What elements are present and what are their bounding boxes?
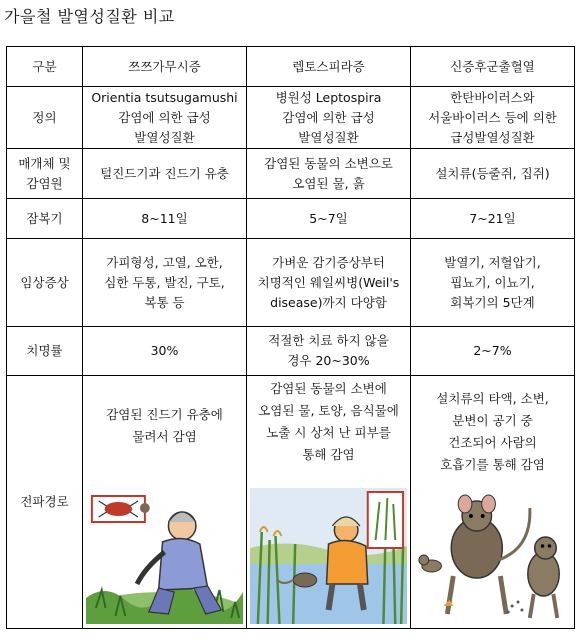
text-line: 감염에 의한 급성 [282,109,375,125]
mortality-leptospirosis [247,327,411,376]
text-line: 심한 두통, 발진, 구토, [104,274,225,290]
farmer-tick-illustration [86,488,243,624]
text-line: 가벼운 감기증상부터 [272,254,385,270]
rice-paddy-rat-illustration [250,488,407,624]
row-label-symptoms: 임상증상 [7,239,83,327]
text-line: 털진드기과 진드기 유충 [100,165,229,181]
farmer-tick-svg [86,488,243,624]
definition-leptospirosis [247,87,411,149]
header-hfrs: 신증후군출혈열 [411,47,575,87]
row-vector [7,149,575,199]
text-line: 30% [150,343,179,358]
text-line: 감염된 동물의 소변에 [270,381,387,396]
rice-paddy-svg [250,488,407,624]
text-line: 물려서 감염 [132,429,197,444]
route-text [247,378,410,466]
route-text [83,404,246,448]
text-line: 설치류(등줄쥐, 집쥐) [435,165,550,181]
text-line: 오염된 물, 흙 [292,175,365,191]
row-mortality [7,327,575,376]
text-line: 적절한 치료 하지 않을 [268,333,389,348]
incubation-scrub-typhus: 8~11일 [83,199,247,239]
row-label-route: 전파경로 [7,376,83,629]
route-leptospirosis [247,376,411,629]
text-line: 호흡기를 통해 감염 [440,457,545,472]
text-line: 감염된 동물의 소변으로 [264,155,393,171]
symptoms-hfrs [411,239,575,327]
vector-scrub-typhus [83,149,247,199]
text-line: 경우 20~30% [287,353,370,368]
text-line: 복통 등 [144,294,185,310]
vector-leptospirosis [247,149,411,199]
text-line: 회복기의 5단계 [450,294,535,310]
row-label-vector [7,149,83,199]
route-text [411,388,574,476]
text-line: 오염된 물, 토양, 음식물에 [258,403,399,418]
text-line: 발열기, 저혈압기, [444,254,541,270]
header-category: 구분 [7,47,83,87]
text-line: 발열성질환 [134,129,195,145]
text-line: 통해 감염 [302,447,355,462]
text-line: 노출 시 상처 난 피부를 [266,425,391,440]
text-line: 한탄바이러스와 [450,89,535,105]
row-route [7,376,575,629]
text-line: 분변이 공기 중 [452,413,533,428]
text-line: 2~7% [473,343,512,358]
incubation-hfrs: 7~21일 [411,199,575,239]
text-line: 건조되어 사람의 [448,435,537,450]
row-label-incubation: 잠복기 [7,199,83,239]
route-scrub-typhus [83,376,247,629]
vector-hfrs [411,149,575,199]
text-line: 발열성질환 [298,129,359,145]
text-line: 가피형성, 고열, 오한, [106,254,223,270]
mortality-scrub-typhus [83,327,247,376]
incubation-leptospirosis: 5~7일 [247,199,411,239]
mortality-hfrs [411,327,575,376]
text-line: 감염에 의한 급성 [118,109,211,125]
text-line: 병원성 Leptospira [275,89,382,105]
text-line: 서울바이러스 등에 의한 [428,109,557,125]
route-hfrs [411,376,575,629]
definition-hfrs [411,87,575,149]
row-label-definition: 정의 [7,87,83,149]
rodents-svg [414,488,571,624]
text-line: 감염원 [26,175,63,191]
row-label-mortality: 치명률 [7,327,83,376]
row-incubation [7,199,575,239]
text-line: 설치류의 타액, 소변, [436,391,549,406]
text-line: Orientia tsutsugamushi [91,89,238,105]
comparison-table [6,46,575,629]
symptoms-leptospirosis [247,239,411,327]
row-symptoms [7,239,575,327]
text-line: 치명적인 웨일씨병(Weil's [257,274,400,290]
header-leptospirosis: 렙토스피라증 [247,47,411,87]
symptoms-scrub-typhus [83,239,247,327]
text-line: 감염된 진드기 유충에 [106,407,223,422]
table-header-row [7,47,575,87]
page-title: 가을철 발열성질환 비교 [4,7,175,26]
definition-scrub-typhus [83,87,247,149]
text-line: 매개체 및 [18,155,71,171]
text-line: 급성발열성질환 [450,129,535,145]
row-definition [7,87,575,149]
text-line: disease)까지 다양함 [270,294,387,310]
rodents-illustration [414,488,571,624]
text-line: 핍뇨기, 이뇨기, [450,274,535,290]
header-scrub-typhus: 쯔쯔가무시증 [83,47,247,87]
